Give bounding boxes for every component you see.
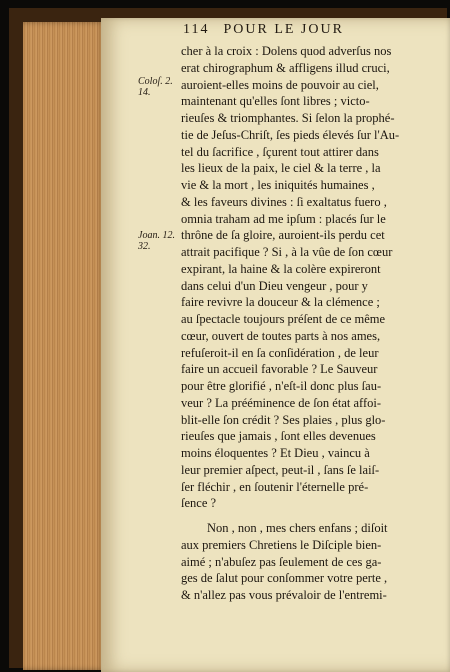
- text-line: & les faveurs divines : ſi exaltatus fuero ,: [181, 194, 387, 209]
- text-line: ſence ?: [181, 496, 217, 511]
- text-line: vie & la mort , les iniquités humaines ,: [181, 178, 375, 192]
- margin-note-ref: Joan. 12.: [138, 230, 175, 241]
- running-header: [183, 22, 344, 38]
- text-line: auroient-elles moins de pouvoir au ciel,: [181, 77, 379, 92]
- text-line: tie de Jeſus-Chriſt, ſes pieds élevés ſur l'Au-: [181, 127, 400, 142]
- text-line: erat chirographum & affligens illud cruci,: [181, 60, 390, 75]
- page-number: 114: [183, 22, 210, 37]
- text-line: Non , non , mes chers enfans ; diſoit: [207, 521, 388, 535]
- text-line: tel du ſacrifice , ſçurent tout attirer dans: [181, 144, 379, 159]
- text-line: cher à la croix : Dolens quod adverſus nos: [181, 44, 392, 58]
- text-line: expirant, la haine & la colère expireront: [181, 261, 381, 276]
- margin-note-num: 32.: [138, 241, 151, 252]
- body-text: [181, 43, 450, 604]
- text-line: aimé ; n'abuſez pas ſeulement de ces ga-: [181, 554, 382, 569]
- text-line: faire revivre la douceur & la clémence ;: [181, 295, 380, 310]
- text-line: thrône de ſa gloire, auroient-ils perdu cet: [181, 228, 385, 243]
- text-line: blit-elle ſon crédit ? Ses plaies , plus glo-: [181, 412, 386, 427]
- text-line: omnia traham ad me ipſum : placés ſur le: [181, 211, 386, 226]
- text-line: rieuſes que jamais , ſont elles devenues: [181, 429, 376, 444]
- text-line: cœur, ouvert de toutes parts à nos ames,: [181, 328, 381, 343]
- text-line: faire un accueil favorable ? Le Sauveur: [181, 362, 378, 377]
- text-line: leur premier aſpect, peut-il , ſans ſe laiſ-: [181, 462, 380, 477]
- book: [9, 8, 447, 668]
- text-line: aux premiers Chretiens le Diſciple bien-: [181, 537, 382, 552]
- text-line: attrait pacifique ? Si , à la vûe de ſon cœur: [181, 245, 393, 259]
- margin-note-num: 14.: [138, 87, 151, 98]
- text-line: ſer fléchir , en ſoutenir l'éternelle pré-: [181, 479, 369, 494]
- text-line: maintenant qu'elles ſont libres ; victo-: [181, 94, 370, 109]
- text-line: & n'allez pas vous prévaloir de l'entremi-: [181, 588, 387, 602]
- text-line: refuſeroit-il en ſa conſidération , de leur: [181, 345, 379, 360]
- text-line: ges de ſalut pour conſommer votre perte ,: [181, 571, 388, 586]
- text-line: au ſpectacle toujours préſent de ce même: [181, 312, 386, 326]
- margin-note-john: [138, 230, 175, 252]
- text-line: pour être glorifié , n'eſt-il donc plus ſau-: [181, 379, 382, 393]
- running-title: POUR LE JOUR: [223, 22, 344, 37]
- text-line: veur ? La prééminence de ſon état affoi-: [181, 395, 382, 410]
- text-line: rieuſes & triomphantes. Si ſelon la prophé-: [181, 111, 395, 125]
- text-line: les lieux de la paix, le ciel & la terre , la: [181, 161, 381, 176]
- text-line: dans celui d'un Dieu vengeur , pour y: [181, 278, 368, 293]
- margin-note-ref: Coloſ. 2.: [138, 76, 173, 87]
- page-edges: [23, 22, 105, 670]
- book-page: [101, 18, 450, 672]
- text-line: moins éloquentes ? Et Dieu , vaincu à: [181, 446, 370, 460]
- margin-note-colossians: [138, 76, 173, 98]
